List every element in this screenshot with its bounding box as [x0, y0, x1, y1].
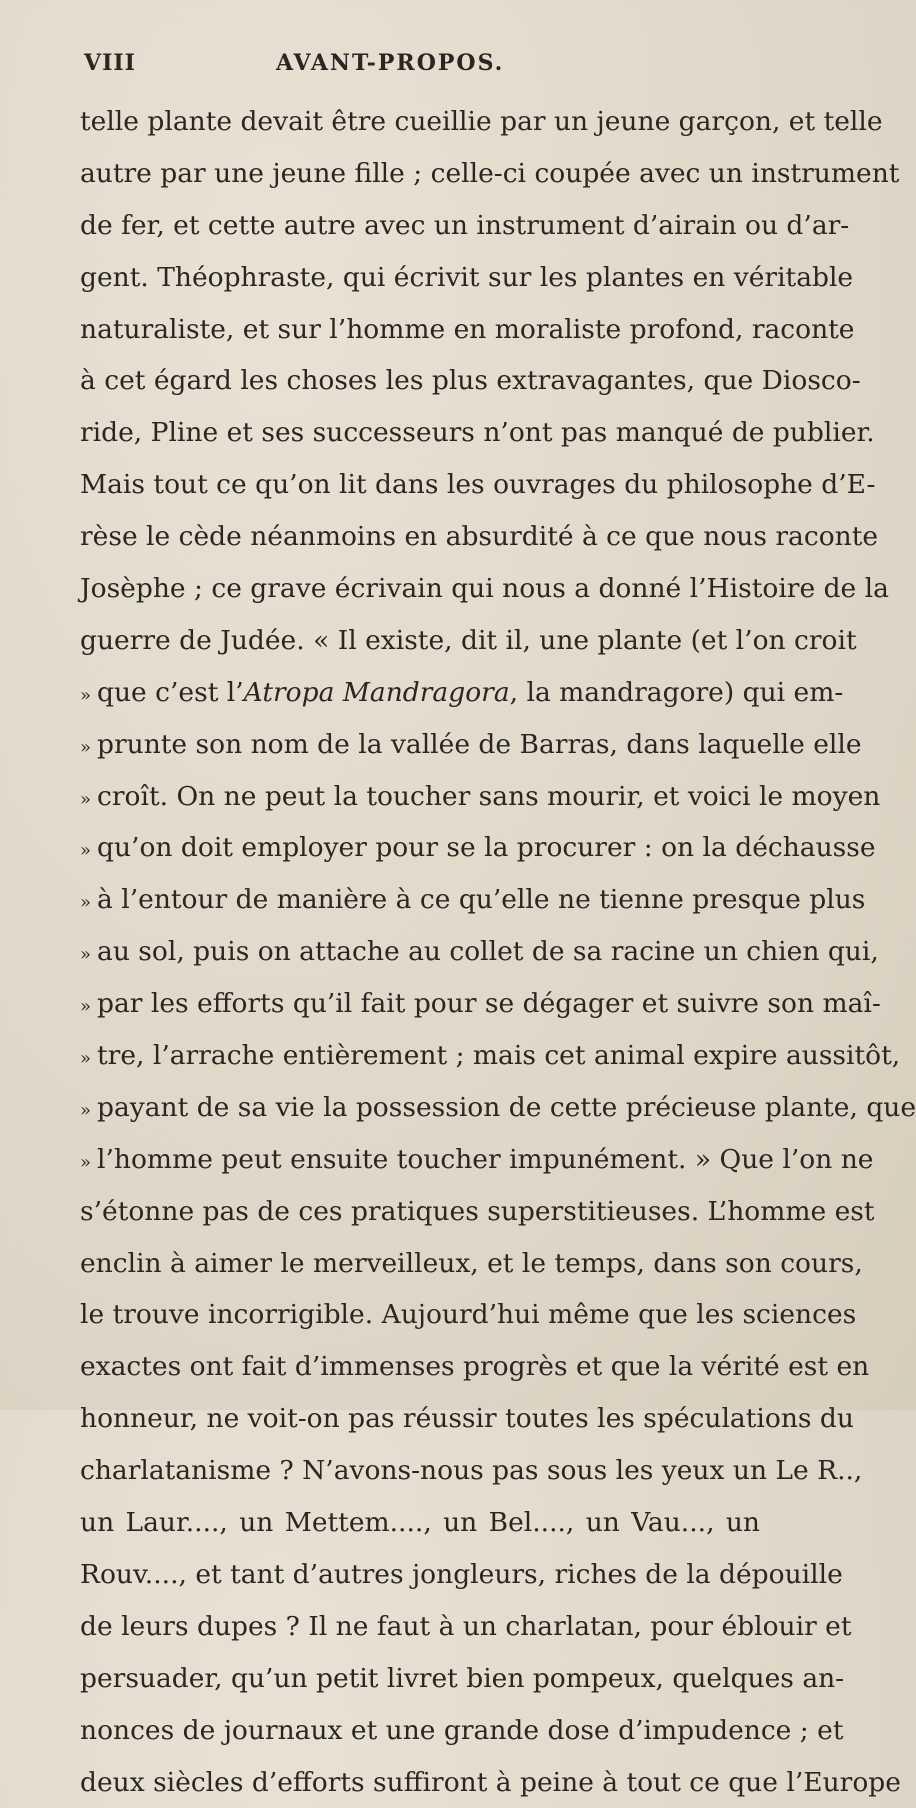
line-text: naturaliste, et sur l’homme en moraliste profond, raconte: [80, 314, 855, 345]
text-line: [80, 1186, 760, 1238]
line-text: autre par une jeune fille ; celle-ci coupée avec un instrument: [80, 158, 899, 189]
quote-mark: »: [80, 1152, 91, 1173]
quote-mark: »: [80, 1100, 91, 1121]
text-line: [80, 511, 760, 563]
text-line: [80, 926, 760, 978]
line-text: Mais tout ce qu’on lit dans les ouvrages du philosophe d’E-: [80, 469, 875, 500]
line-text: qu’on doit employer pour se la procurer : on la déchausse: [97, 832, 876, 863]
text-line: [80, 563, 760, 615]
text-line: [80, 1030, 760, 1082]
running-title: AVANT-PROPOS.: [276, 50, 504, 76]
line-text: prunte son nom de la vallée de Barras, dans laquelle elle: [97, 729, 862, 760]
line-text: de leurs dupes ? Il ne faut à un charlatan, pour éblouir et: [80, 1611, 852, 1642]
text-line: [80, 822, 760, 874]
line-text: payant de sa vie la possession de cette précieuse plante, que: [97, 1092, 916, 1123]
line-text: enclin à aimer le merveilleux, et le temps, dans son cours,: [80, 1248, 863, 1279]
text-line: [80, 1341, 760, 1393]
line-text: ride, Pline et ses successeurs n’ont pas manqué de publier.: [80, 417, 875, 448]
line-text: s’étonne pas de ces pratiques superstitieuses. L’homme est: [80, 1196, 875, 1227]
line-text: à l’entour de manière à ce qu’elle ne tienne presque plus: [97, 884, 865, 915]
text-line: [80, 1082, 760, 1134]
page-header: [84, 44, 704, 84]
line-text: le trouve incorrigible. Aujourd’hui même que les sciences: [80, 1299, 856, 1330]
line-text: rèse le cède néanmoins en absurdité à ce que nous raconte: [80, 521, 878, 552]
quote-mark: »: [80, 737, 91, 758]
text-line: [80, 978, 760, 1030]
line-text: l’homme peut ensuite toucher impunément. » Que l’on ne: [97, 1144, 873, 1175]
text-line: [80, 1393, 760, 1445]
text-line: [80, 771, 760, 823]
text-line: [80, 407, 760, 459]
text-line: [80, 1238, 760, 1290]
text-line: [80, 1445, 760, 1497]
line-text: honneur, ne voit-on pas réussir toutes les spéculations du: [80, 1403, 854, 1434]
line-text: gent. Théophraste, qui écrivit sur les plantes en véritable: [80, 262, 853, 293]
line-text: deux siècles d’efforts suffiront à peine à tout ce que l’Europe: [80, 1767, 901, 1798]
text-line: [80, 1134, 760, 1186]
text-line: [80, 1757, 760, 1808]
quote-mark: »: [80, 789, 91, 810]
line-text: , la mandragore) qui em-: [510, 677, 844, 708]
text-line: [80, 96, 760, 148]
text-line: [80, 252, 760, 304]
body-text: [80, 96, 760, 1808]
text-line: [80, 874, 760, 926]
line-text: au sol, puis on attache au collet de sa racine un chien qui,: [97, 936, 879, 967]
text-line: [80, 667, 760, 719]
text-line: [80, 148, 760, 200]
line-text: charlatanisme ? N’avons-nous pas sous les yeux un Le R..,: [80, 1455, 862, 1486]
italic-text: Atropa Mandragora: [244, 677, 510, 708]
text-line: [80, 1289, 760, 1341]
page-number: VIII: [84, 50, 136, 76]
line-text: persuader, qu’un petit livret bien pompeux, quelques an-: [80, 1663, 844, 1694]
line-text: nonces de journaux et une grande dose d’impudence ; et: [80, 1715, 843, 1746]
quote-mark: »: [80, 685, 91, 706]
text-line: [80, 615, 760, 667]
line-text: un Laur...., un Mettem...., un Bel...., un Vau..., un: [80, 1507, 760, 1538]
quote-mark: »: [80, 892, 91, 913]
quote-mark: »: [80, 840, 91, 861]
line-text: que c’est l’: [97, 677, 244, 708]
text-line: [80, 1601, 760, 1653]
text-line: [80, 1497, 760, 1549]
text-line: [80, 459, 760, 511]
text-line: [80, 355, 760, 407]
text-line: [80, 1705, 760, 1757]
line-text: guerre de Judée. « Il existe, dit il, une plante (et l’on croit: [80, 625, 857, 656]
line-text: croît. On ne peut la toucher sans mourir, et voici le moyen: [97, 781, 880, 812]
line-text: par les efforts qu’il fait pour se dégager et suivre son maî-: [97, 988, 881, 1019]
text-line: [80, 1549, 760, 1601]
text-line: [80, 719, 760, 771]
line-text: telle plante devait être cueillie par un jeune garçon, et telle: [80, 106, 883, 137]
text-line: [80, 304, 760, 356]
line-text: exactes ont fait d’immenses progrès et que la vérité est en: [80, 1351, 869, 1382]
quote-mark: »: [80, 996, 91, 1017]
quote-mark: »: [80, 944, 91, 965]
quote-mark: »: [80, 1048, 91, 1069]
line-text: de fer, et cette autre avec un instrument d’airain ou d’ar-: [80, 210, 849, 241]
text-line: [80, 1653, 760, 1705]
text-line: [80, 200, 760, 252]
line-text: tre, l’arrache entièrement ; mais cet animal expire aussitôt,: [97, 1040, 900, 1071]
line-text: à cet égard les choses les plus extravagantes, que Diosco-: [80, 365, 861, 396]
line-text: Rouv...., et tant d’autres jongleurs, riches de la dépouille: [80, 1559, 843, 1590]
line-text: Josèphe ; ce grave écrivain qui nous a donné l’Histoire de la: [80, 573, 889, 604]
